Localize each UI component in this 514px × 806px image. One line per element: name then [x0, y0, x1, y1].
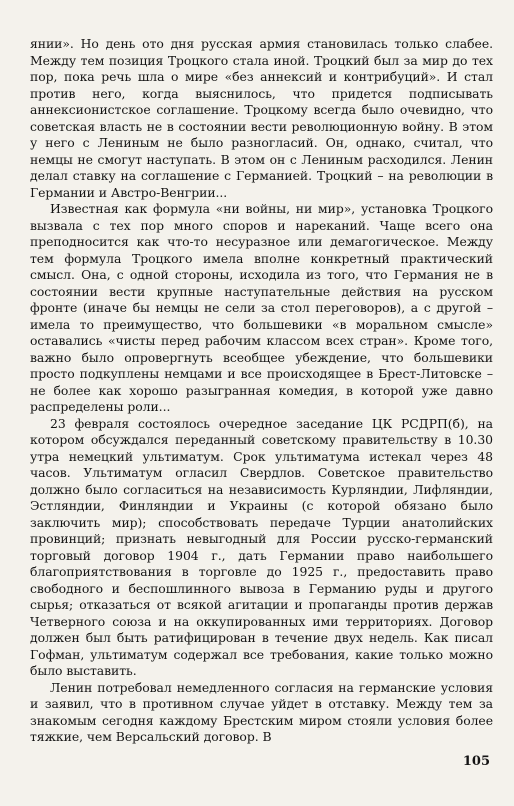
paragraph-lenin-demand: Ленин потребовал немедленного согласия на германские условия и заявил, что в противном случае уйдет в отставку. Между тем за знакомым сегодня каждому Брестским миром стояли условия более тяжкие, чем Версальский договор. В: [30, 679, 493, 744]
page-body: [30, 36, 493, 746]
paragraph-neither-war-nor-peace: Известная как формула «ни войны, ни мир», установка Троцкого вызвала с тех пор много споров и нареканий. Чаще всего она преподносится как что-то несуразное или демагогическое. Между тем формула Троцкого имела вполне конкретный практический смысл. Она, с одной стороны, исходила из того, что Германия не в состоянии вести крупные наступательные действия на русском фронте (иначе бы немцы не сели за стол переговоров), а с другой – имела то преимущество, что большевики «в моральном смысле» оставались «чисты перед рабочим классом всех стран». Кроме того, важно было опровергнуть всеобщее убеждение, что большевики просто подкуплены немцами и все происходящее в Брест-Литовске – не более как хорошо разыгранная комедия, в которой уже давно распределены роли...: [30, 201, 493, 414]
paragraph-trotsky-position: янии». Но день ото дня русская армия становилась только слабее. Между тем позиция Троцкого стала иной. Троцкий был за мир до тех пор, пока речь шла о мире «без аннексий и контрибуций». И стал против него, когда выяснилось, что придется подписывать аннексионистское соглашение. Троцкому всегда было очевидно, что советская власть не в состоянии вести революционную войну. В этом у него с Лениным не было разногласий. Он, однако, считал, что немцы не смогут наступать. В этом он с Лениным расходился. Ленин делал ставку на соглашение с Германией. Троцкий – на революции в Германии и Австро-Венгрии...: [30, 36, 493, 200]
page-number: 105: [462, 754, 490, 769]
paragraph-february-ultimatum: 23 февраля состоялось очередное заседание ЦК РСДРП(б), на котором обсуждался переданный советскому правительству в 10.30 утра немецкий ультиматум. Срок ультиматума истекал через 48 часов. Ультиматум огласил Свердлов. Советское правительство должно было согласиться на независимость Курляндии, Лифляндии, Эстляндии, Финляндии и Украины (с которой обязано было заключить мир); способствовать передаче Турции анатолийских провинций; признать невыгодный для России русско-германский торговый договор 1904 г., дать Германии право наибольшего благоприятствования в торговле до 1925 г., предоставить право свободного и беспошлинного вывоза в Германию руды и другого сырья; отказаться от всякой агитации и пропаганды против держав Четверного союза и на оккупированных ими территориях. Договор должен был быть ратифицирован в течение двух недель. Как писал Гофман, ультиматум содержал все требования, какие только можно было выставить.: [30, 415, 493, 678]
